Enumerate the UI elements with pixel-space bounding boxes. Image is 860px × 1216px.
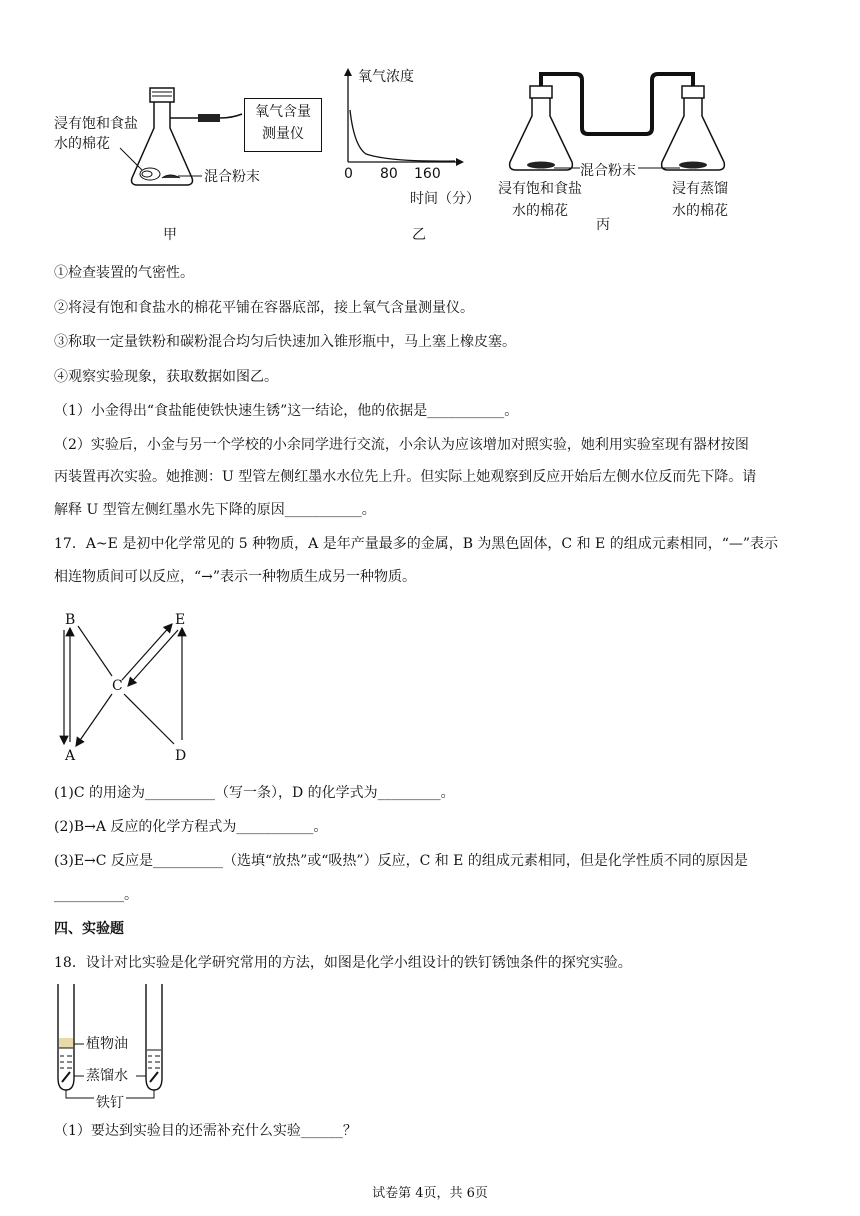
step-2: ②将浸有饱和食盐水的棉花平铺在容器底部，接上氧气含量测量仪。 (54, 300, 474, 316)
chart-ylabel: 氧气浓度 (358, 69, 414, 85)
q18-question1: （1）要达到实验目的还需补充什么实验______？ (54, 1123, 357, 1139)
water-label: 蒸馏水 (86, 1068, 128, 1084)
node-e: E (175, 612, 186, 628)
figure-label-yi: 乙 (412, 227, 426, 243)
q18-intro: 18．设计对比实验是化学研究常用的方法，如图是化学小组设计的铁钉锈蚀条件的探究实验。 (54, 955, 632, 971)
step-3: ③称取一定量铁粉和碳粉混合均匀后快速加入锥形瓶中，马上塞上橡皮塞。 (54, 334, 516, 350)
q16-part2-line1: （2）实验后，小金与另一个学校的小余同学进行交流，小余认为应该增加对照实验，她利用实验室现有器材按图 (54, 437, 749, 453)
chart-xtick-80: 80 (380, 166, 398, 182)
q16-part1: （1）小金得出“食盐能使铁快速生锈”这一结论，他的依据是___________。 (54, 403, 519, 419)
node-a: A (65, 748, 76, 764)
q16-part2-line2: 丙装置再次实验。她推测：U 型管左侧红墨水水位先上升。但实际上她观察到反应开始后左侧水位反而先下降。请 (54, 469, 757, 485)
node-b: B (65, 612, 76, 628)
page-footer: 试卷第 4页，共 6页 (372, 1186, 488, 1201)
q17-question3-line1: (3)E→C 反应是__________（选填“放热”或“吸热”）反应，C 和 E 的组成元素相同，但是化学性质不同的原因是 (54, 853, 748, 869)
node-c: C (112, 678, 123, 694)
right-cotton-label-bing: 浸有蒸馏 水的棉花 (672, 181, 728, 219)
nail-label: 铁钉 (94, 1092, 126, 1112)
section-heading: 四、实验题 (54, 921, 124, 937)
figure-label-jia: 甲 (163, 227, 177, 243)
chart-xlabel: 时间（分） (410, 191, 480, 207)
left-cotton-label-bing: 浸有饱和食盐 水的棉花 (498, 181, 582, 219)
powder-label-bing: 混合粉末 (580, 163, 636, 179)
oil-label: 植物油 (86, 1036, 128, 1052)
figure-label-bing: 丙 (596, 217, 610, 233)
q16-part2-line3: 解释 U 型管左侧红墨水先下降的原因___________。 (54, 502, 376, 518)
oxygen-curve (350, 110, 455, 161)
node-d: D (175, 748, 187, 764)
cotton-label-jia: 浸有饱和食盐 水的棉花 (54, 116, 138, 152)
step-1: ①检查装置的气密性。 (54, 265, 194, 281)
step-4: ④观察实验现象，获取数据如图乙。 (54, 369, 278, 385)
q17-question2: (2)B→A 反应的化学方程式为___________。 (54, 819, 328, 835)
q17-intro-line2: 相连物质间可以反应，“→”表示一种物质生成另一种物质。 (54, 569, 417, 585)
q17-relation-arrows (54, 608, 204, 768)
chart-xtick-0: 0 (344, 166, 353, 182)
q17-intro-line1: 17．A~E 是初中化学常见的 5 种物质，A 是年产量最多的金属，B 为黑色固体，C 和 E 的组成元素相同，“—”表示 (54, 536, 779, 552)
oxygen-meter-box: 氧气含量 测量仪 (244, 98, 322, 152)
q17-question1: (1)C 的用途为__________（写一条），D 的化学式为_________。 (54, 785, 455, 801)
q17-question3-line2: __________。 (54, 887, 138, 903)
chart-xtick-160: 160 (414, 166, 441, 182)
powder-label-jia: 混合粉末 (204, 169, 260, 185)
